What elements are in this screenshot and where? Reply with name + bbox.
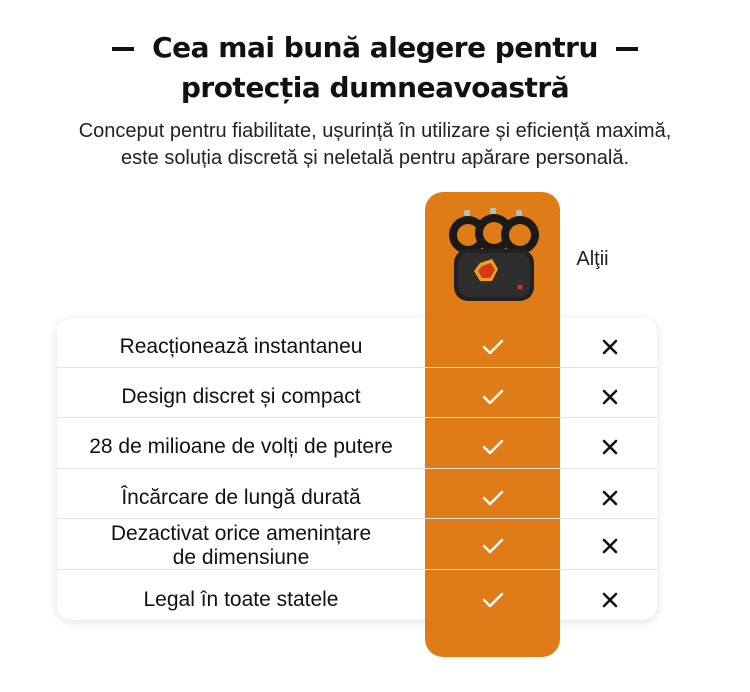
- title-text-1: Cea mai bună alegere pentru: [152, 31, 598, 64]
- row-divider: [57, 468, 657, 469]
- check-icon: [482, 389, 504, 405]
- check-icon: [482, 538, 504, 554]
- title-line-2: protecția dumneavoastră: [180, 71, 570, 104]
- row-divider: [57, 518, 657, 519]
- subtitle: Conceput pentru fiabilitate, ușurință în utilizare și eficiență maximă, este soluția discretă și neletală pentru apărare personală.: [78, 120, 672, 169]
- comparison-row: [57, 473, 657, 523]
- feature-label: Reacționează instantaneu: [119, 335, 363, 358]
- check-icon: [482, 339, 504, 355]
- feature-label: Dezactivat orice amenințare de dimensiune: [110, 522, 372, 569]
- row-divider: [57, 417, 657, 418]
- check-icon: [482, 592, 504, 608]
- product-icon: [449, 208, 539, 301]
- cross-icon: [602, 339, 618, 355]
- cross-icon: [602, 592, 618, 608]
- page-title: [0, 28, 750, 108]
- check-icon: [482, 490, 504, 506]
- comparison-row: [57, 372, 657, 422]
- row-divider: [57, 569, 657, 570]
- title-dash-right: [616, 47, 638, 51]
- comparison-row: [57, 322, 657, 372]
- comparison-row: [57, 422, 657, 472]
- row-divider: [57, 367, 657, 368]
- competitor-column-label: Alţii: [576, 248, 609, 270]
- comparison-row: [57, 575, 657, 625]
- cross-icon: [602, 439, 618, 455]
- feature-label: Legal în toate statele: [143, 588, 339, 611]
- cross-icon: [602, 538, 618, 554]
- feature-label: Design discret și compact: [121, 385, 361, 408]
- title-dash-left: [112, 47, 134, 51]
- product-image: [440, 205, 545, 310]
- check-icon: [482, 439, 504, 455]
- feature-label: 28 de milioane de volți de putere: [89, 435, 393, 458]
- cross-icon: [602, 389, 618, 405]
- title-line-1: [0, 28, 750, 68]
- feature-label: Încărcare de lungă durată: [121, 486, 361, 509]
- cross-icon: [602, 490, 618, 506]
- comparison-row: [57, 521, 657, 571]
